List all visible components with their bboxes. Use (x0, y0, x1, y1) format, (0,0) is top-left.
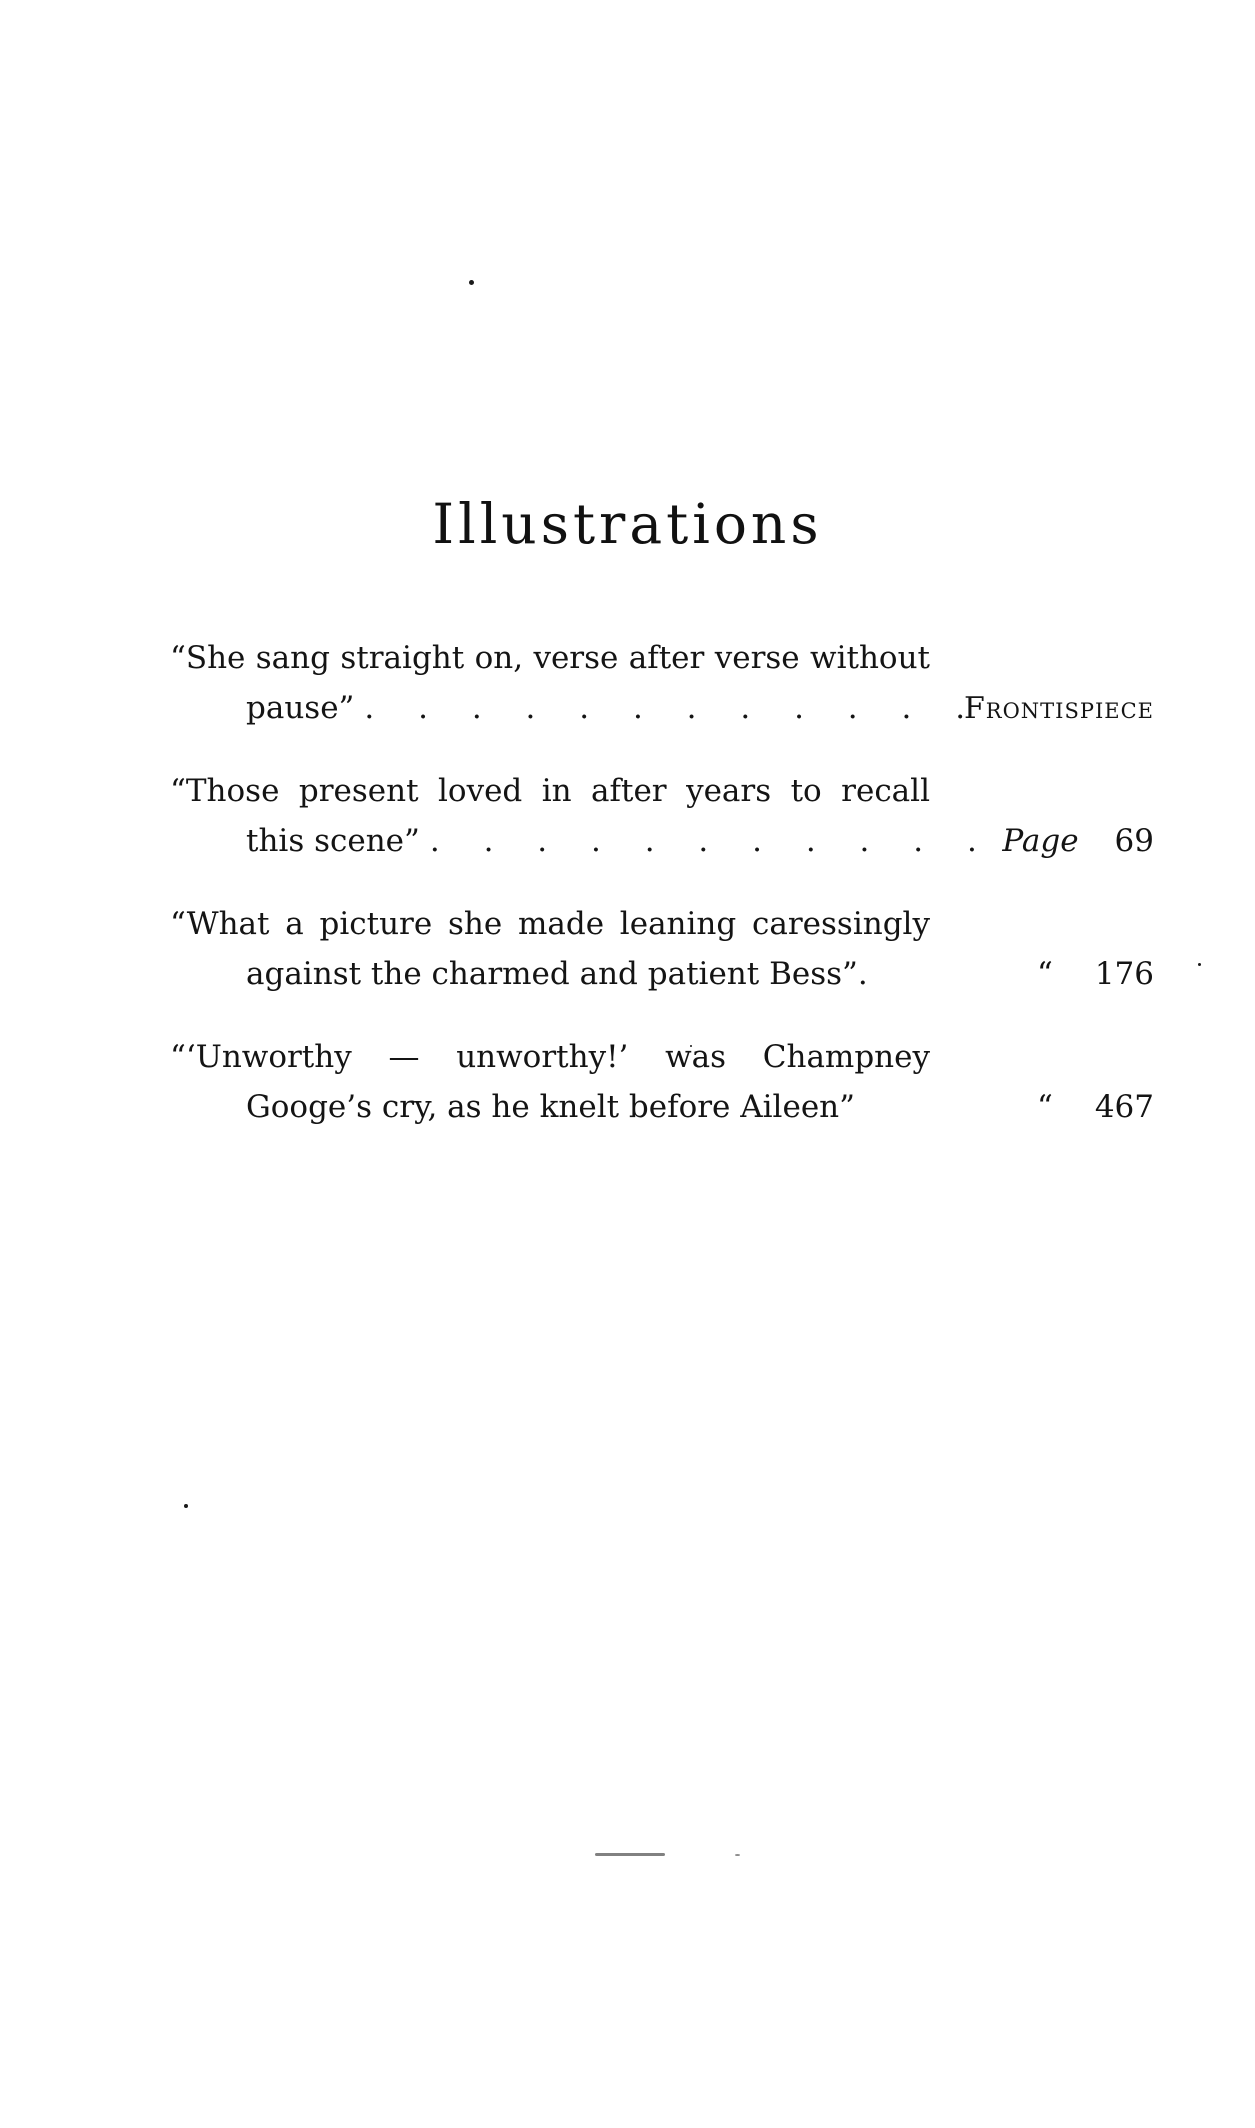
entry-caption-line2 (246, 686, 983, 730)
entry-page-ref (964, 686, 1154, 731)
page-number: 467 (1094, 1089, 1154, 1125)
illustration-entry (170, 769, 1170, 897)
entry-caption-line1: “What a picture she made leaning caressingly (170, 906, 930, 942)
entry-caption-text: this scene” (246, 823, 420, 859)
page-label: Page (1002, 823, 1079, 859)
scan-speck (469, 280, 474, 285)
ditto-mark: “ (1036, 956, 1053, 992)
entry-caption-line1: “Those present loved in after years to recall (170, 773, 930, 809)
scan-speck (184, 1504, 188, 1508)
entry-page-ref (1037, 952, 1154, 996)
ditto-mark: “ (1036, 1089, 1053, 1125)
illustration-entry (170, 1035, 1170, 1163)
entry-caption-line2 (246, 1085, 930, 1129)
page-title: Illustrations (432, 492, 823, 556)
illustration-entry (170, 636, 1170, 764)
illustrations-list (170, 636, 1170, 1168)
page-label: Frontispiece (963, 691, 1154, 726)
entry-page-ref (1002, 819, 1154, 863)
illustration-entry (170, 902, 1170, 1030)
scan-speck (1198, 963, 1201, 966)
dot-leader: . . . . . . . . . . . (429, 823, 994, 859)
page-number: 176 (1094, 956, 1154, 992)
entry-caption-text: against the charmed and patient Bess”. (246, 956, 868, 992)
entry-caption-text: pause” (246, 690, 355, 726)
scan-speck (735, 1854, 740, 1856)
entry-caption-text: Googe’s cry, as he knelt before Aileen” (246, 1089, 855, 1125)
entry-caption-line2 (246, 819, 994, 863)
dot-leader: . . . . . . . . . . . . (364, 690, 983, 726)
entry-caption-line2 (246, 952, 930, 996)
entry-caption-line1: “‘Unworthy — unworthy!’ was Champney (170, 1039, 930, 1075)
entry-caption-line1: “She sang straight on, verse after verse without (170, 640, 930, 676)
scan-speck (595, 1853, 665, 1856)
entry-page-ref (1037, 1085, 1154, 1129)
page-number: 69 (1114, 823, 1154, 859)
